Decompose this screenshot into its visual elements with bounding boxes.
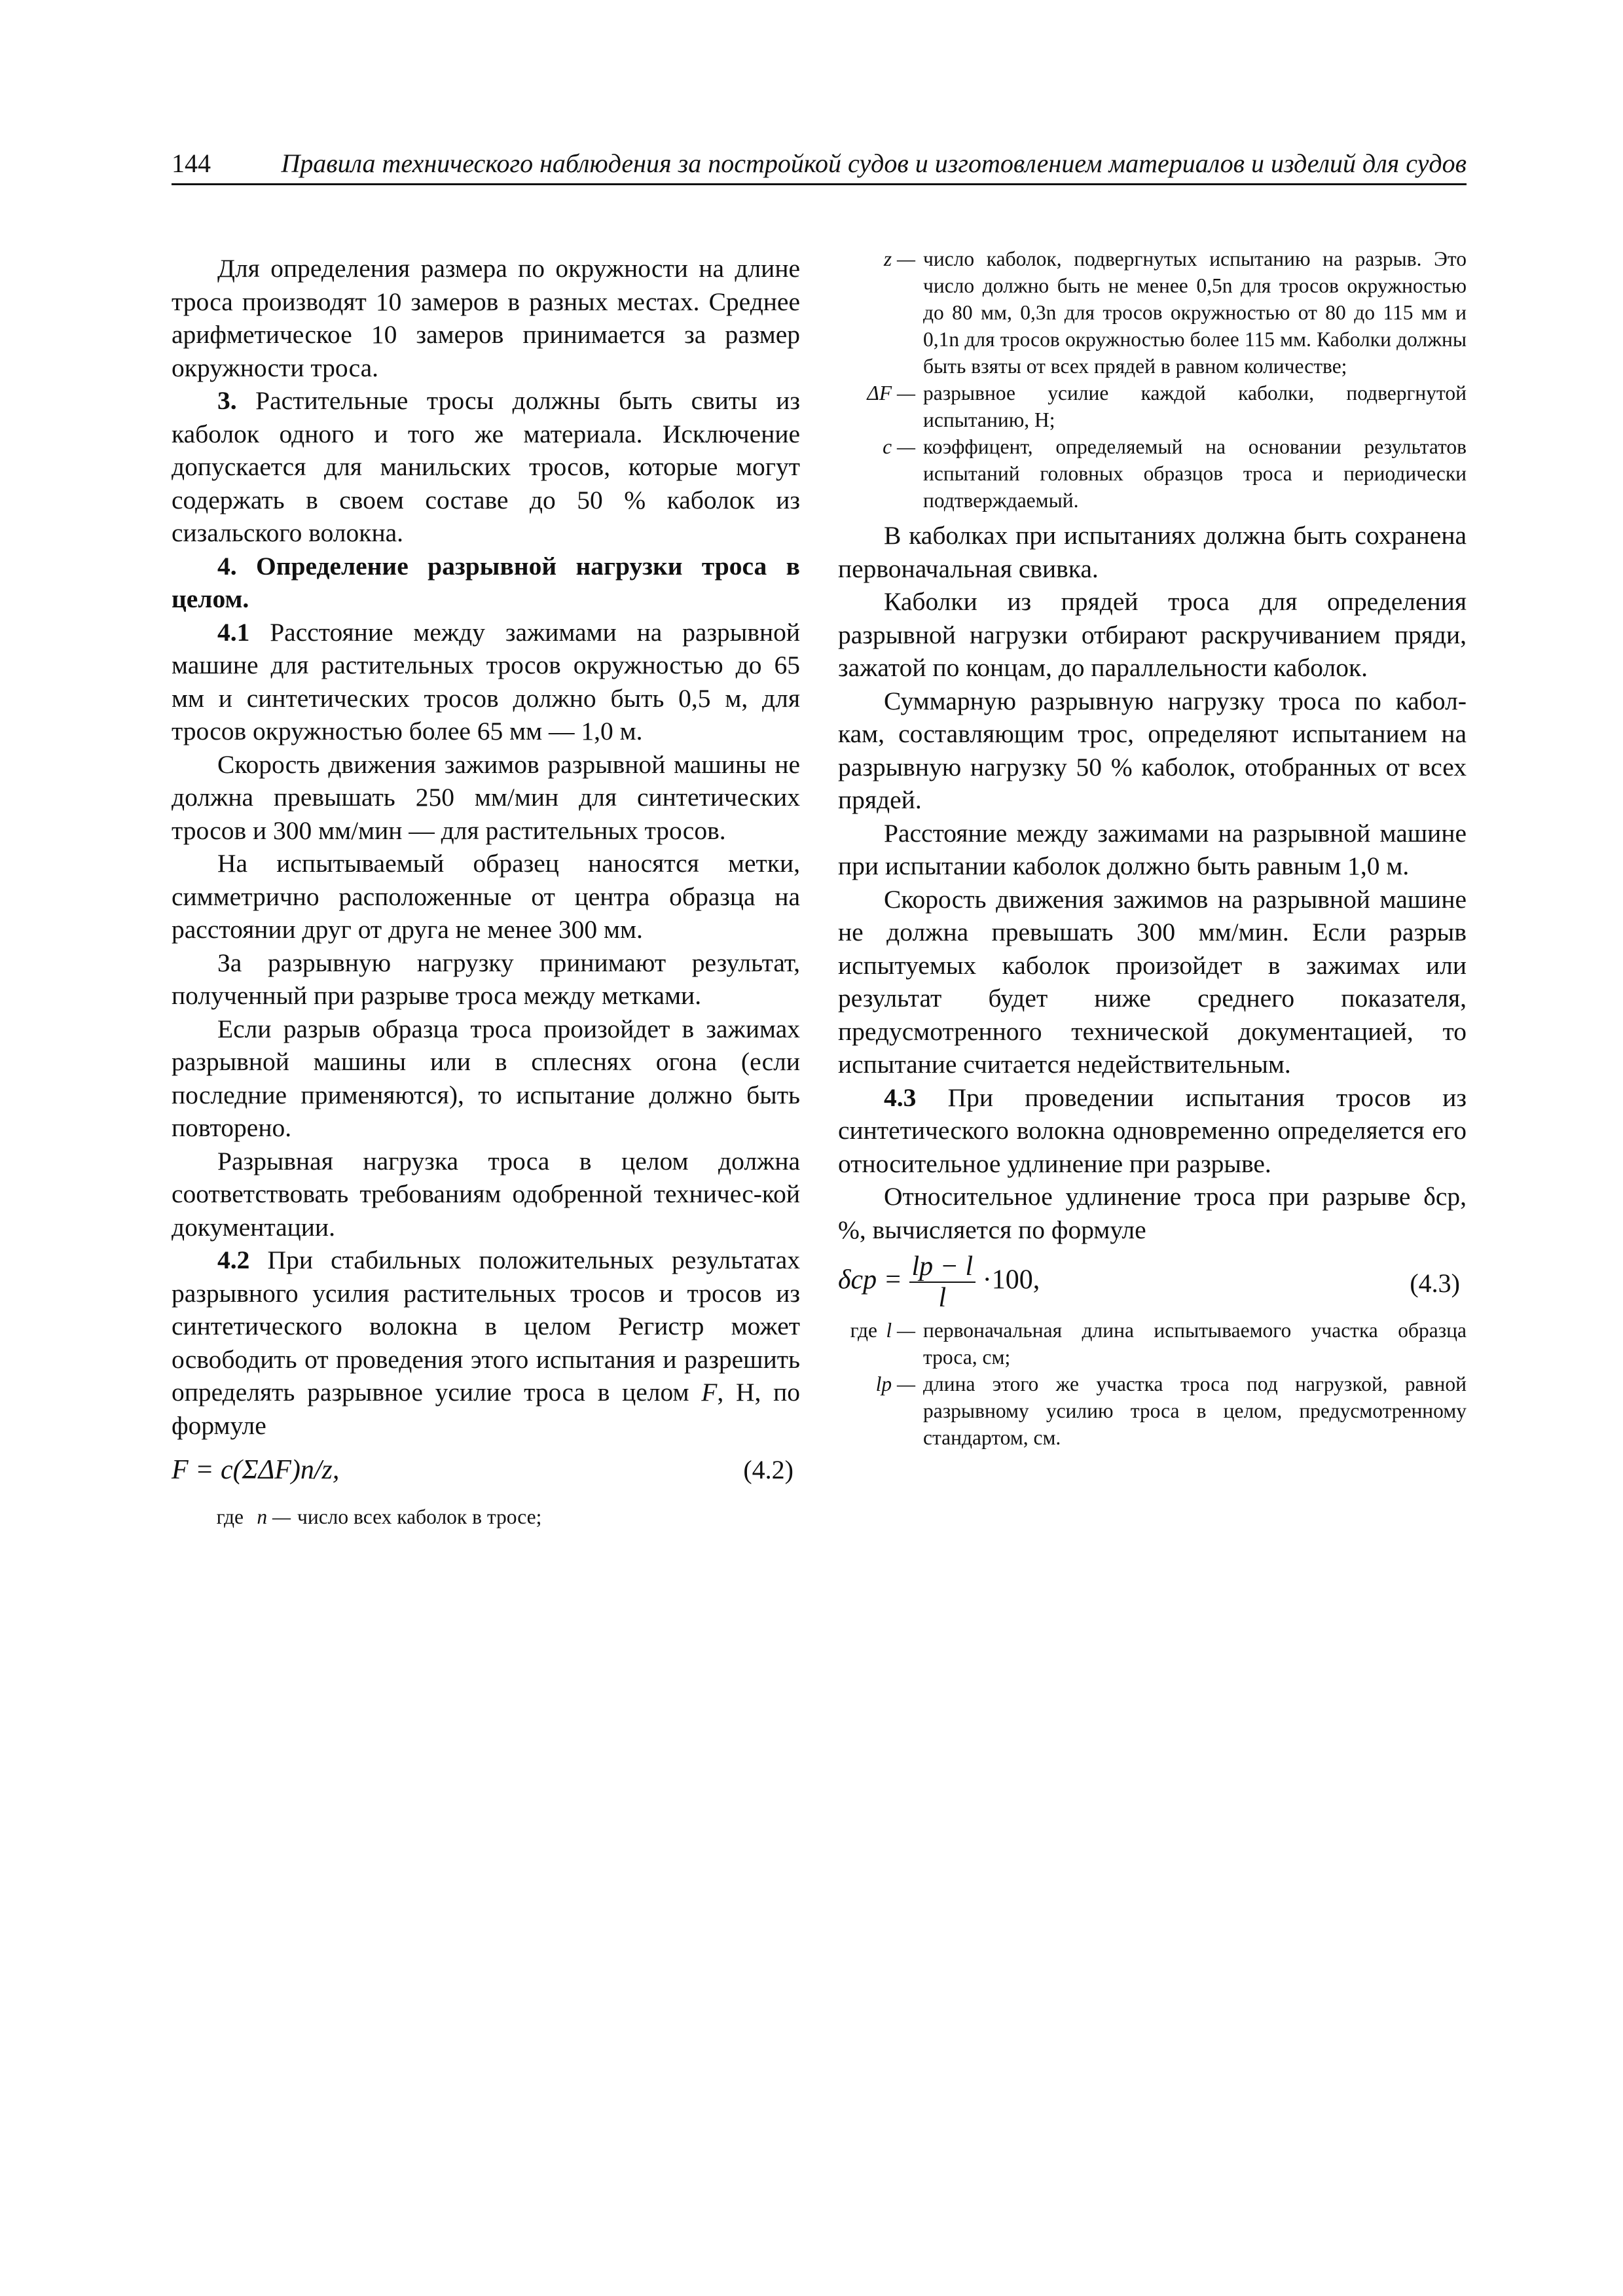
definition-symbol: lр — [875,1372,915,1395]
formula-fraction [909,1253,976,1312]
definition-text: длина этого же участка троса под нагрузкой, равной разрывному усилию троса в целом, предусмотренному стандартом, см. [923,1372,1467,1449]
definition-z [838,245,1467,380]
definitions-list [838,1317,1467,1451]
header-rule [172,183,1467,185]
right-column [838,247,1467,1451]
paragraph-clamp-speed: Скорость движения зажимов разрывной машины не должна превышать 250 мм/мин для синтетических тросов и 300 мм/мин — для растительных тросов. [172,749,800,845]
definition-symbol: n — [257,1505,291,1528]
paragraph-yarn-selection: Каболки из прядей троса для определения разрывной нагрузки отбирают раскручиванием пряди, зажатой по концам, до параллельности каболок. [838,587,1467,682]
paragraph-yarn-clamp-speed: Скорость движения зажимов на разрывной машине не должна превышать 300 мм/мин. Если разрыв испытуемых каболок произойдет в зажимах или результат будет ниже среднего показателя, предусмотренного технической документацией, то испытание считается недействительным. [838,884,1467,1079]
paragraph-elongation: Относительное удлинение троса при разрыве δср, %, вычисляется по формуле [838,1182,1467,1244]
definition-delta-f [838,380,1467,433]
formula-expression: F = c(ΣΔF)n/z, [172,1455,340,1485]
definition-n [172,1503,800,1530]
paragraph-clause-4-2 [172,1244,800,1442]
paragraph-yarn-clamp-distance: Расстояние между зажимами на разрывной машине при испытании каболок должно быть равным 1,0 м. [838,818,1467,880]
definition-lp [838,1371,1467,1451]
clause-text: Расстояние между зажимами на разрывной машине для растительных тросов окружностью до 65 мм и синтетических тросов должно быть 0,5 м, для тросов окружностью более 65 мм — 1,0 м. [172,617,800,745]
definition-text: разрывное усилие каждой каболки, подвергнутой испытанию, Н; [923,382,1467,431]
clause-text: При стабильных положительных результатах разрывного усилия растительных тросов и тросов из синтетического волокна в целом Регистр может освободить от проведения этого испытания и разрешить определять разрывное усилие троса в целом [172,1246,800,1407]
paragraph-retest: Если разрыв образца троса произойдет в зажимах разрывной машины или в сплеснях огона (если последние применяются), то испытание должно быть повторено. [172,1014,800,1142]
clause-tail: , Н, по формуле [172,1378,801,1440]
definition-text: коэффицент, определяемый на основании результатов испытаний головных образцов троса и периодически подтверждаемый. [923,435,1467,512]
paragraph-twist: В каболках при испытаниях должна быть сохранена первоначальная свивка. [838,521,1467,583]
formula-4-3 [838,1250,1467,1313]
paragraph-circumference: Для определения размера по окружности на длине троса производят 10 замеров в разных местах. Среднее арифметическое 10 замеров принимается за размер окружности троса. [172,254,800,382]
definition-where: где [850,1319,877,1342]
formula-lhs: δср = [838,1265,903,1295]
paragraph-marks: На испытываемый образец наносятся метки, симметрично расположенные от центра образца на расстоянии друг от друга не менее 300 мм. [172,849,800,944]
clause-number: 4.1 [217,617,250,647]
formula-denominator: l [938,1283,947,1313]
definition-symbol: z — [883,247,915,270]
definition-l [838,1317,1467,1371]
paragraph-clause-4-3 [838,1081,1467,1181]
running-header [172,145,1467,182]
paragraph-breaking-load: За разрывную нагрузку принимают результат, полученный при разрыве троса между метками. [172,948,800,1010]
formula-4-2 [172,1446,800,1499]
clause-text: Растительные тросы должны быть свиты из каболок одного и того же материала. Исключение допускается для манильских тросов, которые могут содержать в своем составе до 50 % каболок из сизальского волокна. [172,386,800,547]
definition-text: первоначальная длина испытываемого участка образца троса, см; [923,1319,1467,1369]
clause-text: При проведении испытания тросов из синтетического волокна одновременно определяется его относительное удлинение при разрыве. [838,1083,1467,1178]
running-title: Правила технического наблюдения за постройкой судов и изготовлением материалов и изделий для судов [281,149,1467,178]
formula-number: (4.2) [743,1455,793,1484]
definition-text: число всех каболок в тросе; [297,1505,542,1528]
clause-number: 4.3 [884,1083,917,1112]
paragraph-requirements: Разрывная нагрузка троса в целом должна соответствовать требованиям одобренной техничес-кой документации. [172,1146,800,1242]
definition-c [838,433,1467,514]
definition-where: где [216,1505,244,1528]
definition-text: число каболок, подвергнутых испытанию на разрыв. Это число должно быть не менее 0,5n для тросов окружностью до 80 мм, 0,3n для тросов окружностью от 80 до 115 мм и 0,1n для тросов окружностью более 115 мм. Каболки должны быть взяты от всех прядей в равном количестве; [923,247,1467,378]
page-number: 144 [172,149,211,178]
section-heading-4: 4. Определение разрывной нагрузки троса в целом. [172,551,800,613]
paragraph-total-load: Суммарную разрывную нагрузку троса по кабол-кам, составляющим трос, определяют испытанием на разрывную нагрузку 50 % каболок, отобранных от всех прядей. [838,686,1467,814]
left-column [172,252,800,1530]
paragraph-clause-3 [172,384,800,550]
definition-symbol: c — [883,435,915,458]
definition-symbol: l — [886,1319,915,1342]
formula-numerator: lр − l [909,1253,976,1283]
formula-expression [838,1253,1040,1312]
paragraph-clause-4-1 [172,616,800,748]
definition-symbol: ΔF — [867,382,915,404]
definitions-list [838,245,1467,514]
variable-f: F [701,1378,718,1407]
clause-number: 4.2 [217,1246,250,1274]
definitions-list [172,1503,800,1530]
clause-number: 3. [217,386,237,415]
formula-rhs: ·100, [982,1265,1040,1295]
formula-number: (4.3) [1410,1268,1460,1298]
